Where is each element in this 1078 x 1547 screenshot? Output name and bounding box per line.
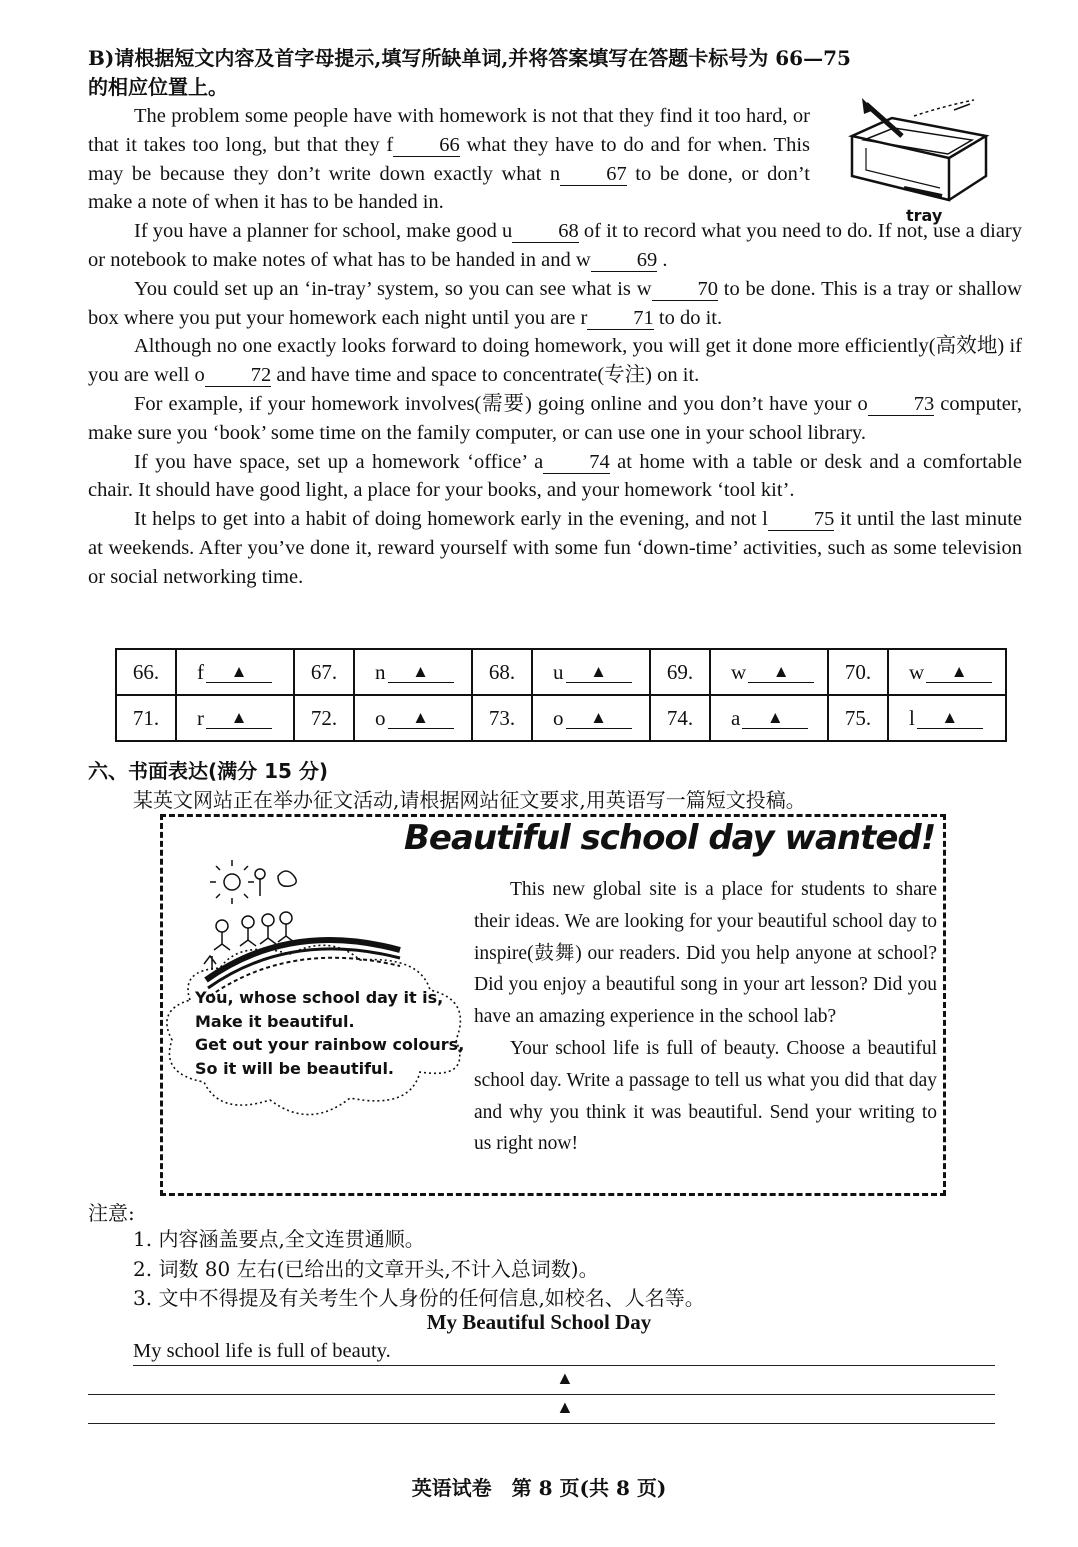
instruction-line-1: B)请根据短文内容及首字母提示,填写所缺单词,并将答案填写在答题卡标号为 66—75 [88,46,851,70]
answer-mark: ▲ [926,662,992,683]
answer-number: 75. [828,695,888,741]
answer-cell[interactable] [710,649,828,695]
writing-line-2[interactable] [88,1394,995,1395]
blank-72: 72 [205,364,272,387]
tray-label: tray [906,206,943,225]
essay-opening-sentence: My school life is full of beauty. [133,1340,391,1362]
passage-paragraph-6: If you have space, set up a homework ‘office’ a 74 at home with a table or desk and a comfortable chair. It should have good light, a place for your books, and your homework ‘tool kit’. [88,450,1022,502]
answer-letter: o [553,705,564,730]
blank-71: 71 [587,307,654,330]
answer-number: 69. [650,649,710,695]
section-6-description: 某英文网站正在举办征文活动,请根据网站征文要求,用英语写一篇短文投稿。 [133,788,806,812]
answer-cell[interactable] [354,649,472,695]
blank-70: 70 [652,278,719,301]
cloud-line-2: Make it beautiful. [195,1011,355,1031]
answer-mark: ▲ [917,708,983,729]
answer-number: 66. [116,649,176,695]
answer-letter: a [731,705,741,730]
blank-69: 69 [591,249,658,272]
cloud-poem [195,986,464,1080]
notice-paragraph-1: This new global site is a place for students to share their ideas. We are looking for your beautiful school day to inspire(鼓舞) our readers. Did you help anyone at school? Did you enjoy a beautiful song in your art lesson? Did you have an amazing experience in the school lab? [474,879,937,1028]
answer-mark: ▲ [388,708,454,729]
answer-number: 74. [650,695,710,741]
answer-letter: r [197,705,204,730]
notice-paragraph-2: Your school life is full of beauty. Choose a beautiful school day. Write a passage to tell us what you did that day and why you think it was beautiful. Send your writing to us right now! [474,1037,937,1155]
answer-cell[interactable] [532,695,650,741]
answer-mark-1: ▲ [556,1368,574,1388]
blank-74: 74 [543,451,610,474]
answer-letter: n [375,659,386,684]
instruction [88,44,1023,102]
answer-letter: l [909,705,915,730]
page-footer: 英语试卷 第 8 页(共 8 页) [411,1476,667,1500]
notes-title: 注意: [88,1201,135,1225]
blank-73: 73 [868,393,935,416]
answer-cell[interactable] [354,695,472,741]
cloud-line-1: You, whose school day it is, [195,988,444,1007]
answer-number: 70. [828,649,888,695]
answer-row [116,649,1006,695]
answer-letter: u [553,659,564,684]
answer-row [116,695,1006,741]
answer-mark: ▲ [388,662,454,683]
cloud-line-3: Get out your rainbow colours, [195,1035,465,1054]
answer-letter: o [375,705,386,730]
note-item-1: 1. 内容涵盖要点,全文连贯通顺。 [133,1227,425,1251]
answer-letter: w [731,659,747,684]
notice-text [474,874,937,1160]
blank-68: 68 [512,220,579,243]
answer-number: 73. [472,695,532,741]
note-item-3: 3. 文中不得提及有关考生个人身份的任何信息,如校名、人名等。 [133,1286,705,1310]
passage-paragraph-2: If you have a planner for school, make good u 68 of it to record what you need to do. If not, use a diary or notebook to make notes of what has to be handed in and w 69 . [88,220,1022,271]
instruction-line-2: 的相应位置上。 [88,75,228,99]
notice-title: Beautiful school day wanted! [404,818,936,858]
answer-cell[interactable] [176,649,294,695]
cloze-passage [88,102,1022,592]
writing-line-3[interactable] [88,1423,995,1424]
answer-cell[interactable] [888,649,1006,695]
cloud-line-4: So it will be beautiful. [195,1058,395,1078]
answer-mark: ▲ [748,662,814,683]
passage-paragraph-3: You could set up an ‘in-tray’ system, so you can see what is w 70 to be done. This is a tray or shallow box where you put your homework each night until you are r 71 to do it. [88,277,1022,329]
writing-line-1[interactable] [133,1365,995,1366]
blank-75: 75 [768,508,835,531]
notes-list [133,1225,705,1314]
answer-mark-2: ▲ [556,1397,574,1417]
answer-number: 68. [472,649,532,695]
answer-mark: ▲ [206,662,272,683]
passage-paragraph-1: The problem some people have with homework is not that they find it too hard, or that it takes too long, but that they f 66 what they have to do and for when. This may be because they don’t write down exactly what n 67 to be done, or don’t make a note of when it has to be handed in. [88,105,810,214]
answer-cell[interactable] [532,649,650,695]
answer-mark: ▲ [566,662,632,683]
answer-letter: f [197,659,204,684]
answer-mark: ▲ [566,708,632,729]
blank-66: 66 [393,134,460,157]
answer-number: 72. [294,695,354,741]
blank-67: 67 [560,163,627,186]
passage-paragraph-4: Although no one exactly looks forward to doing homework, you will get it done more efficiently(高效地) if you are well o 72 and have time and space to concentrate(专注) on it. [88,335,1022,387]
section-6-heading: 六、书面表达(满分 15 分) [88,759,329,783]
essay-title: My Beautiful School Day [426,1310,652,1334]
answer-table [115,648,1007,742]
note-item-2: 2. 词数 80 左右(已给出的文章开头,不计入总词数)。 [133,1256,599,1281]
answer-cell[interactable] [888,695,1006,741]
answer-mark: ▲ [742,708,808,729]
passage-paragraph-5: For example, if your homework involves(需要) going online and you don’t have your o 73 computer, make sure you ‘book’ some time on the family computer, or can use one in your school library. [88,392,1022,444]
answer-mark: ▲ [206,708,272,729]
answer-letter: w [909,659,925,684]
answer-number: 67. [294,649,354,695]
answer-number: 71. [116,695,176,741]
answer-cell[interactable] [710,695,828,741]
answer-cell[interactable] [176,695,294,741]
passage-paragraph-7: It helps to get into a habit of doing homework early in the evening, and not l 75 it until the last minute at weekends. After you’ve done it, reward yourself with some fun ‘down-time’ activities, such as some television or social networking time. [88,508,1022,588]
